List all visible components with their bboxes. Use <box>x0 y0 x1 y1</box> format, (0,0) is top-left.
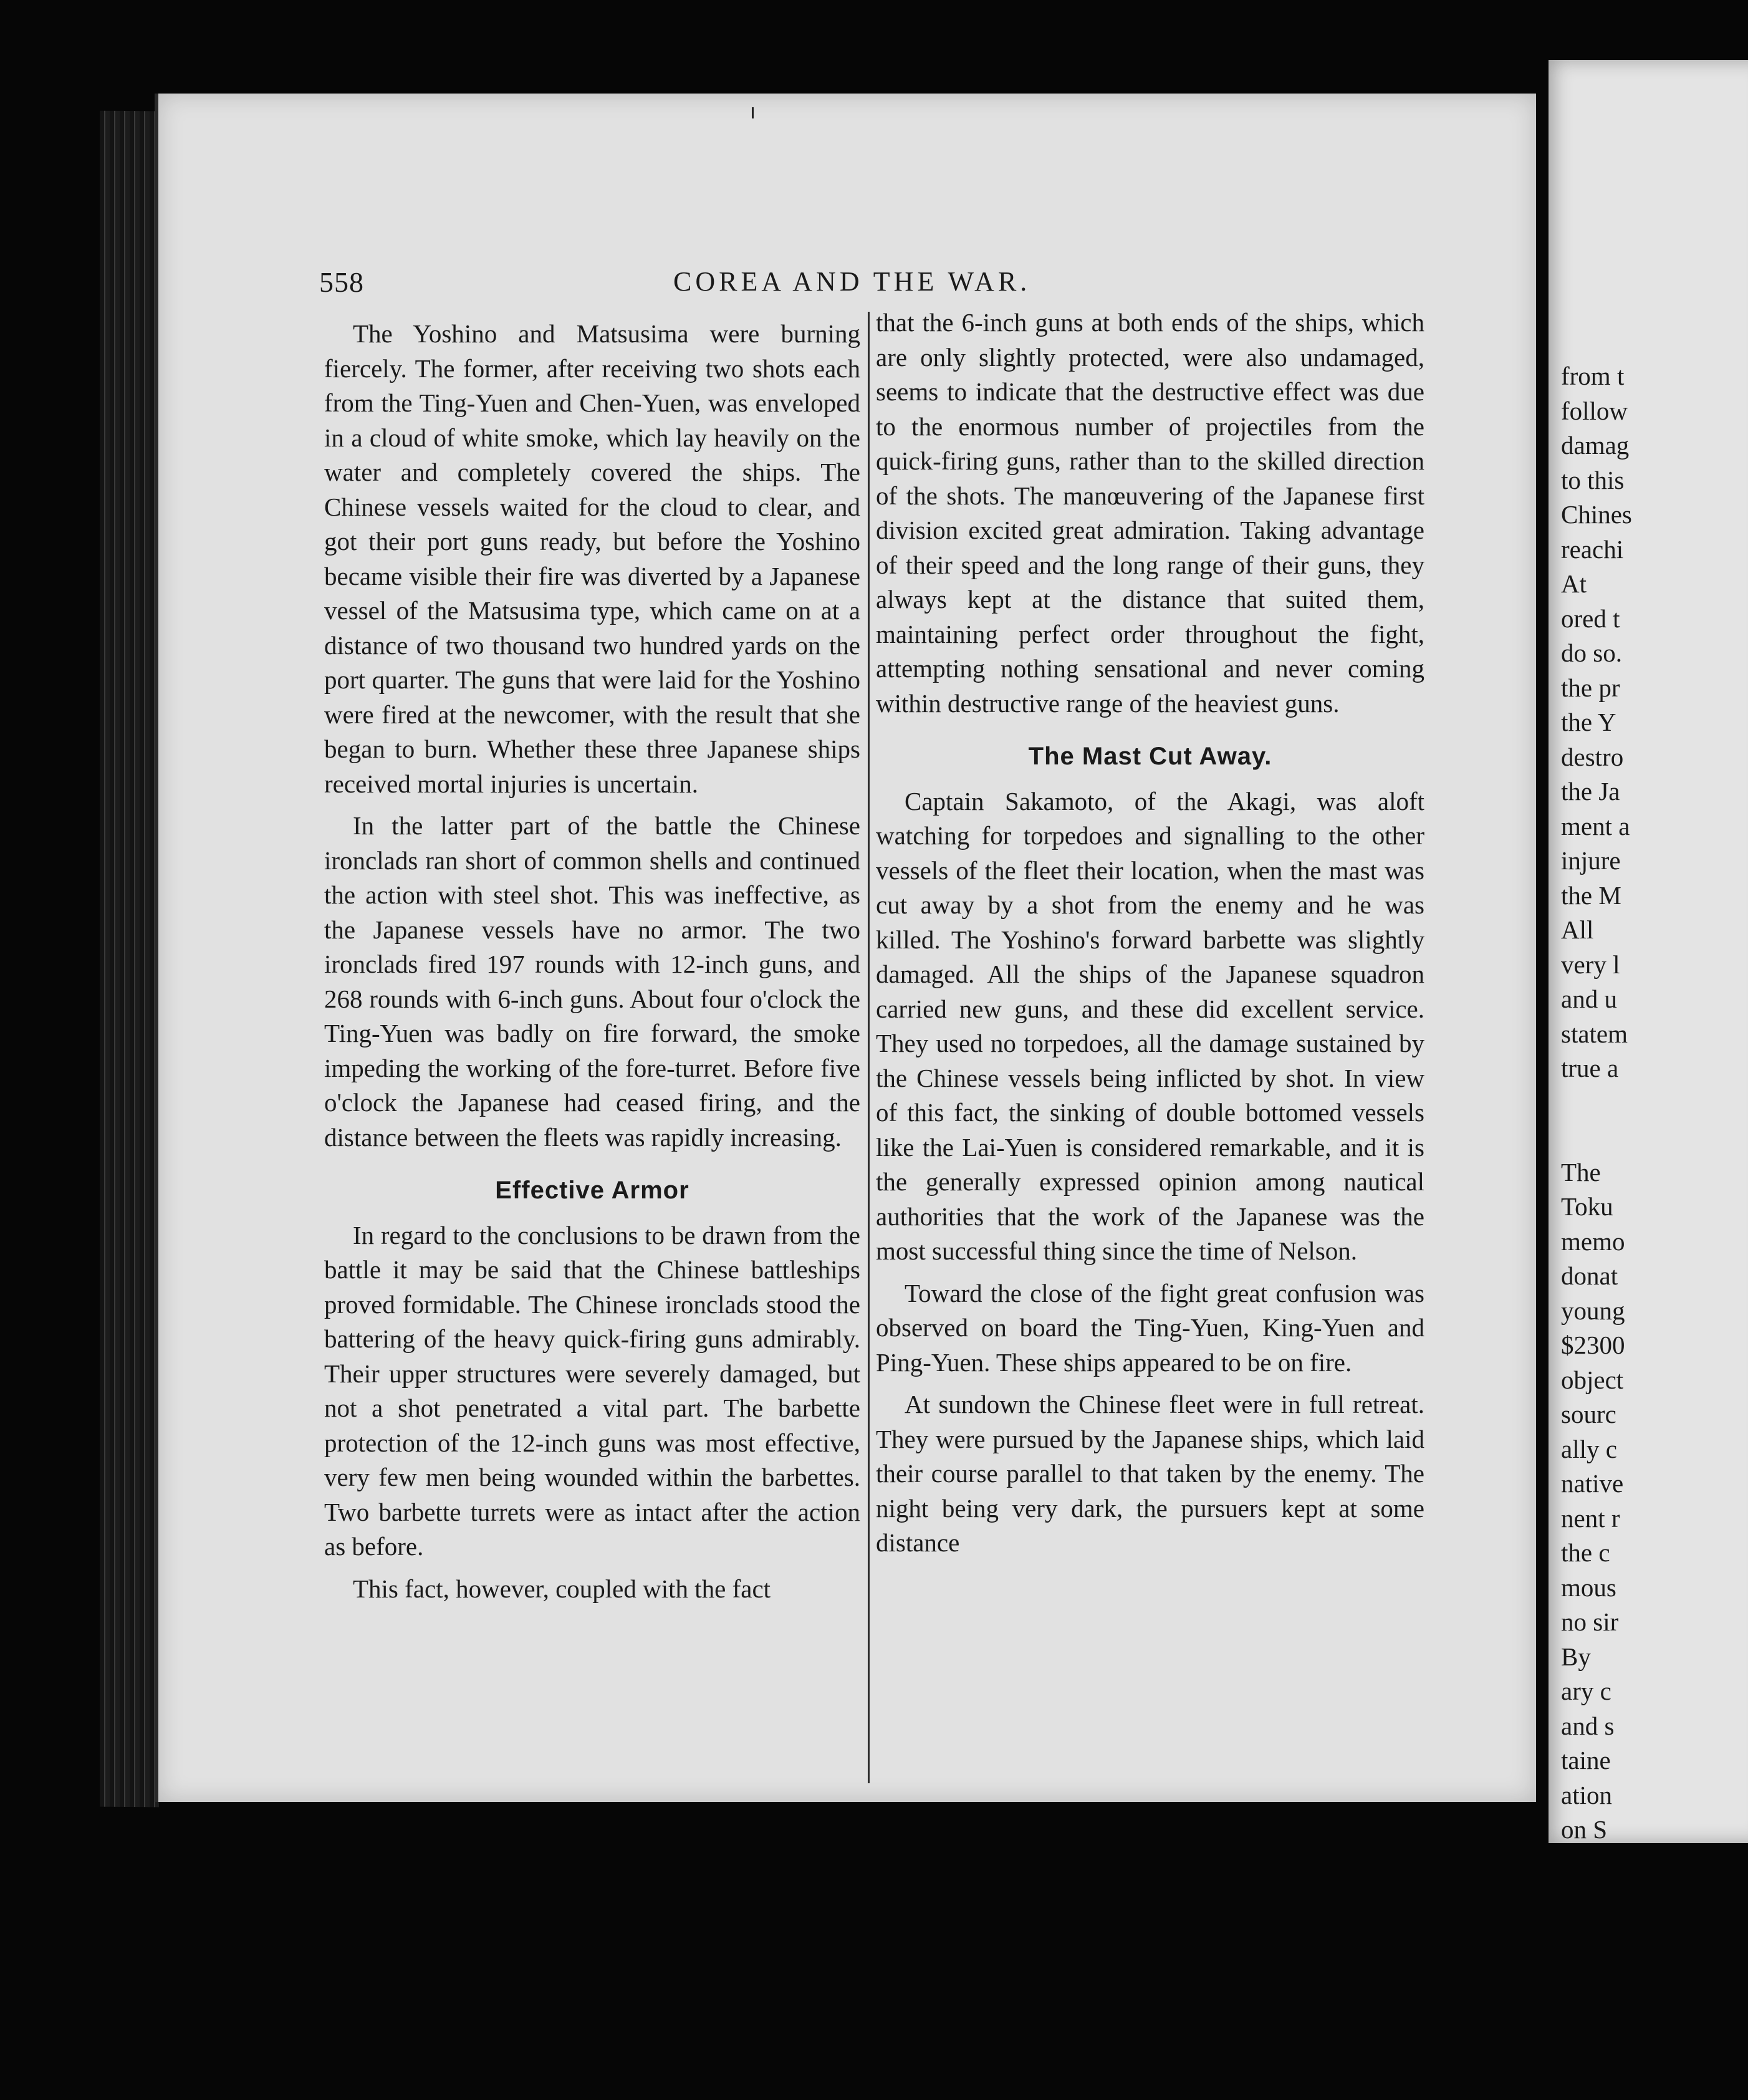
right-page-line: do so. <box>1561 638 1622 667</box>
right-page-line: donat <box>1561 1261 1618 1290</box>
right-page-line: from t <box>1561 362 1625 390</box>
right-page-line: The <box>1561 1157 1601 1187</box>
right-page-line: the pr <box>1561 673 1620 702</box>
paragraph: The Yoshino and Matsusima were burning fiercely. The former, after receiving two shots each from the Ting-Yuen and Chen-Yuen, was enveloped in a cloud of white smoke, which lay heavily on the water and completely covered the ships. The Chinese vessels waited for the cloud to clear, and got their port guns ready, but before the Yoshino became visible their fire was diverted by a Japanese vessel of the Matsusima type, which came on at a distance of two thousand two hundred yards on the port quarter. The guns that were laid for the Yoshino were fired at the newcomer, with the result that she began to burn. Whether these three Japanese ships received mortal injuries is uncertain. <box>324 319 860 798</box>
right-page-line: At <box>1561 569 1587 598</box>
right-page-line: taine <box>1561 1746 1611 1775</box>
section-heading: The Mast Cut Away. <box>1028 743 1272 770</box>
right-page-line: very l <box>1561 950 1620 979</box>
right-page-line: native <box>1561 1469 1624 1498</box>
right-page-line: reachi <box>1561 534 1624 564</box>
right-page-line: statem <box>1561 1019 1628 1048</box>
right-page-line: the M <box>1561 880 1621 910</box>
section-heading: Effective Armor <box>495 1177 689 1204</box>
right-page-line: injure <box>1561 846 1621 875</box>
paragraph: In the latter part of the battle the Chinese ironclads ran short of common shells and continued the action with steel shot. This was ineffective, as the Japanese vessels have no armor. The two ironclads fired 197 rounds with 12-inch guns, and 268 rounds with 6-inch guns. About four o'clock the Ting-Yuen was badly on fire forward, the smoke impeding the working of the fore-turret. Before five o'clock the Japanese had ceased firing, and the distance between the fleets was rapidly increasing. <box>324 811 860 1152</box>
left-column <box>324 317 860 1606</box>
right-page-line: destro <box>1561 742 1624 771</box>
right-page-line: Toku <box>1561 1192 1613 1221</box>
right-page-line: true a <box>1561 1054 1619 1082</box>
right-page-line: ored t <box>1561 604 1620 633</box>
right-page-line: young <box>1561 1296 1625 1325</box>
paragraph: that the 6-inch guns at both ends of the ships, which are only slightly protected, were also undamaged, seems to indicate that the destructive effect was due to the enormous number of projectiles from the quick-firing guns, rather than to the skilled direction of the shots. The manœuvering of the Japanese first division excited great admiration. Taking advantage of their speed and the long range of their guns, they always kept at the distance that suited them, maintaining perfect order throughout the fight, attempting nothing sensational and never coming within destructive range of the heaviest guns. <box>876 308 1424 718</box>
paragraph: Toward the close of the fight great confusion was observed on board the Ting-Yuen, King-Yuen and Ping-Yuen. These ships appeared to be on fire. <box>876 1278 1424 1377</box>
right-page-line: the Y <box>1561 708 1616 736</box>
right-page-line: $2300 <box>1561 1331 1625 1359</box>
middle-column <box>876 306 1424 1561</box>
paragraph: This fact, however, coupled with the fact <box>353 1574 771 1603</box>
right-page-line: memo <box>1561 1226 1625 1256</box>
right-page-line <box>1561 1086 1748 1121</box>
right-page-line: ally c <box>1561 1434 1617 1463</box>
column-divider <box>868 312 870 1783</box>
right-page-line: object <box>1561 1365 1624 1394</box>
right-page-line: on S <box>1561 1815 1608 1843</box>
right-page-line: damag <box>1561 431 1630 460</box>
paragraph: At sundown the Chinese fleet were in full retreat. They were pursued by the Japanese ships, which laid their course parallel to that taken by the enemy. The night being very dark, the pursuers kept at some distance <box>876 1390 1424 1557</box>
right-page <box>1549 60 1748 1843</box>
page-number: 558 <box>319 266 364 298</box>
right-page-line: mous <box>1561 1573 1616 1602</box>
right-page-line: the Ja <box>1561 777 1620 806</box>
right-page-line: the c <box>1561 1538 1610 1567</box>
paragraph: Captain Sakamoto, of the Akagi, was aloft watching for torpedoes and signalling to the other vessels of the fleet their location, when the mast was cut away by a shot from the enemy and he was killed. The Yoshino's forward barbette was slightly damaged. All the ships of the Japanese squadron carried new guns, and these did excellent service. They used no torpedoes, all the damage sustained by the Chinese vessels being inflicted by shot. In view of this fact, the sinking of double bottomed vessels like the Lai-Yuen is considered remarkable, and it is the generally expressed opinion among nautical authorities that the work of the Japanese was the most successful thing since the time of Nelson. <box>876 786 1424 1265</box>
right-page-line: and s <box>1561 1711 1615 1740</box>
right-page-line: follow <box>1561 396 1628 425</box>
right-page-line <box>1561 1120 1748 1155</box>
running-title: COREA AND THE WAR. <box>673 266 1031 297</box>
right-page-line: ary c <box>1561 1677 1611 1705</box>
right-page-line: Chines <box>1561 500 1632 529</box>
right-page-line: ation <box>1561 1780 1612 1809</box>
right-page-line: nent r <box>1561 1503 1620 1533</box>
right-page-text <box>1561 359 1748 1843</box>
right-page-line: to this <box>1561 465 1625 494</box>
book-binding-edge <box>100 111 159 1808</box>
right-page-line: All <box>1561 915 1594 944</box>
right-page-line: sourc <box>1561 1400 1616 1428</box>
right-page-line: no sir <box>1561 1607 1619 1636</box>
right-page-line: and u <box>1561 985 1617 1013</box>
paragraph: In regard to the conclusions to be drawn from the battle it may be said that the Chinese battleships proved formidable. The Chinese ironclads stood the battering of the heavy quick-firing guns admirably. Their upper structures were severely damaged, but not a shot penetrated a vital part. The barbette protection of the 12-inch guns was most effective, very few men being wounded within the barbettes. Two barbette turrets were as intact after the action as before. <box>324 1220 860 1561</box>
right-page-line: ment a <box>1561 811 1630 840</box>
page-speck <box>752 107 754 118</box>
right-page-line: By <box>1561 1642 1591 1671</box>
